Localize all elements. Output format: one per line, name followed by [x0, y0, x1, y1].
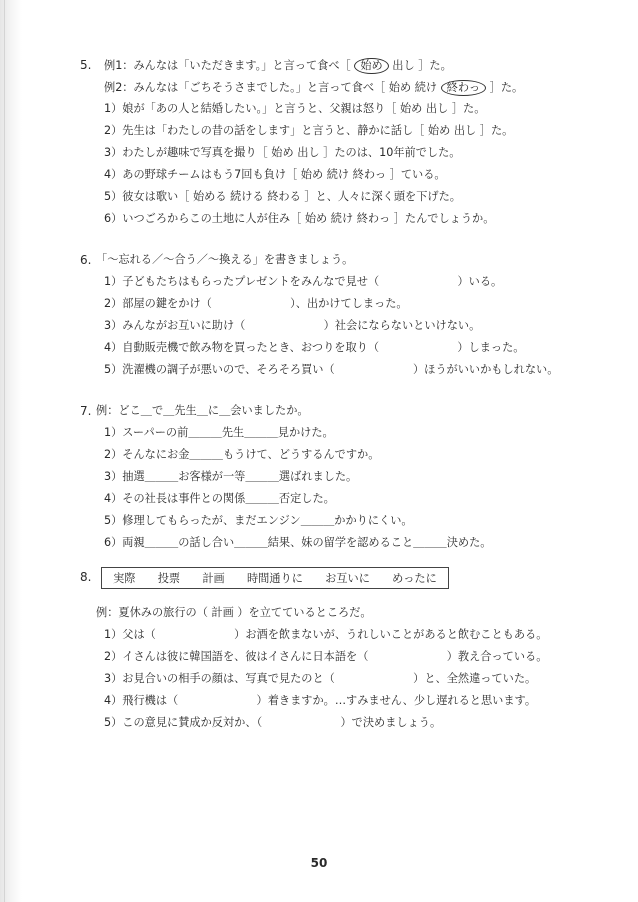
q5-example-1-text-end: 出し ］た。: [392, 59, 452, 72]
q5-item-4: 4）あの野球チームはもう7回も負け［ 始め 続け 終わっ ］ている。: [104, 168, 446, 181]
q8-number: 8.: [80, 570, 92, 584]
q8-vocab-word: めったに: [392, 572, 437, 585]
q5-example-1: [104, 58, 452, 74]
q8-example: 例：夏休みの旅行の（ 計画 ）を立てているところだ。: [96, 606, 372, 619]
q5-item-1: 1）娘が「あの人と結婚したい。」と言うと、父親は怒り［ 始め 出し ］た。: [104, 102, 486, 115]
q8-item-4: 4）飛行機は（ ）着きますか。…すみません、少し遅れると思います。: [104, 694, 537, 707]
q7-item-6: 6）両親＿＿＿の話し合い＿＿＿結果、妹の留学を認めること＿＿＿決めた。: [104, 536, 492, 549]
q5-example-1-circled-answer: 始め: [354, 58, 388, 74]
q6-number: 6.: [80, 253, 92, 267]
q5-item-2: 2）先生は「わたしの昔の話をします」と言うと、静かに話し［ 始め 出し ］た。: [104, 124, 514, 137]
q6-item-4: 4）自動販売機で飲み物を買ったとき、おつりを取り（ ）しまった。: [104, 341, 525, 354]
q7-item-2: 2）そんなにお金＿＿＿もうけて、どうするんですか。: [104, 448, 380, 461]
q7-item-3: 3）抽選＿＿＿お客様が一等＿＿＿選ばれました。: [104, 470, 358, 483]
q8-vocab-word: 時間通りに: [246, 572, 303, 585]
q8-vocab-word: 計画: [202, 572, 225, 585]
q7-example: 例：どこ＿で＿先生＿に＿会いましたか。: [96, 404, 309, 417]
q5-number: 5.: [80, 58, 92, 72]
q7-item-1: 1）スーパーの前＿＿＿先生＿＿＿見かけた。: [104, 426, 334, 439]
q5-example-2-text-end: ］た。: [489, 81, 524, 94]
q8-item-2: 2）イさんは彼に韓国語を、彼はイさんに日本語を（ ）教え合っている。: [104, 650, 548, 663]
q8-vocab-word: 投票: [157, 572, 181, 585]
q6-instruction: 「～忘れる／～合う／～換える」を書きましょう。: [96, 253, 354, 266]
q5-item-6: 6）いつごろからこの土地に人が住み［ 始め 続け 終わっ ］たんでしょうか。: [104, 212, 495, 225]
q8-vocab-box: [101, 567, 449, 589]
q6-item-5: 5）洗濯機の調子が悪いので、そろそろ買い（ ）ほうがいいかもしれない。: [104, 363, 559, 376]
page-number: 50: [310, 856, 328, 870]
q5-example-2-text: 例2：みんなは「ごちそうさまでした。」と言って食べ［ 始め 続け: [104, 81, 438, 94]
q6-item-3: 3）みんながお互いに助け（ ）社会にならないといけない。: [104, 319, 481, 332]
q8-item-3: 3）お見合いの相手の顔は、写真で見たのと（ ）と、全然違っていた。: [104, 672, 537, 685]
q8-vocab-word: 実際: [113, 572, 136, 585]
q5-example-2-circled-answer: 終わっ: [441, 80, 486, 96]
q5-item-5: 5）彼女は歌い［ 始める 続ける 終わる ］と、人々に深く頭を下げた。: [104, 190, 461, 203]
q8-item-1: 1）父は（ ）お酒を飲まないが、うれしいことがあると飲むこともある。: [104, 628, 548, 641]
q6-item-1: 1）子どもたちはもらったプレゼントをみんなで見せ（ ）いる。: [104, 275, 503, 288]
q7-item-5: 5）修理してもらったが、まだエンジン＿＿＿かかりにくい。: [104, 514, 413, 527]
q7-item-4: 4）その社長は事件との関係＿＿＿否定した。: [104, 492, 335, 505]
q8-item-5: 5）この意見に賛成か反対か、（ ）で決めましょう。: [104, 716, 442, 729]
q5-item-3: 3）わたしが趣味で写真を撮り［ 始め 出し ］たのは、10年前でした。: [104, 146, 461, 159]
q5-example-1-text: 例1：みんなは「いただきます。」と言って食べ［: [104, 59, 351, 72]
q8-vocab-word: お互いに: [325, 572, 370, 585]
q6-item-2: 2）部屋の鍵をかけ（ ）、出かけてしまった。: [104, 297, 408, 310]
q7-number: 7.: [80, 404, 92, 418]
q5-example-2: [104, 80, 523, 96]
